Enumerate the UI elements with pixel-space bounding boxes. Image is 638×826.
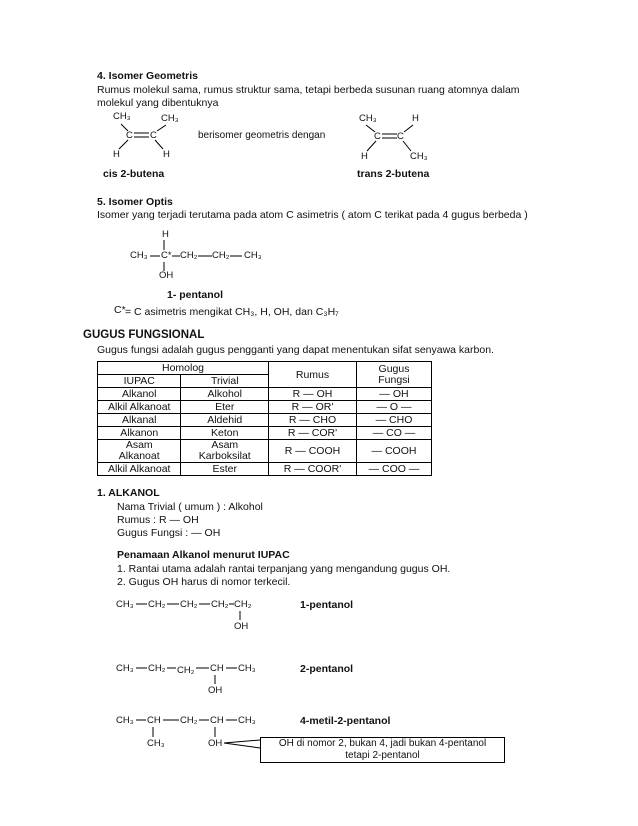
chem-label: OH xyxy=(208,738,223,749)
chem-label: CH₂ xyxy=(180,599,198,610)
chem-label: C xyxy=(374,131,381,142)
chem-label: C xyxy=(126,130,133,141)
chem-label: CH₃ xyxy=(238,663,256,674)
table-header: Trivial xyxy=(181,375,269,388)
chem-label: H xyxy=(361,151,368,162)
rule-item: 2. Gugus OH harus di nomor terkecil. xyxy=(117,576,291,588)
paragraph-line: Rumus molekul sama, rumus struktur sama, tetapi berbeda susunan ruang atomnya dalam xyxy=(97,84,520,96)
callout-text: tetapi 2-pentanol xyxy=(345,749,420,761)
example-name: 2-pentanol xyxy=(300,663,354,675)
chem-label: CH₂ xyxy=(212,250,230,261)
chem-label: CH₃ xyxy=(147,738,165,749)
table-header: Gugus Fungsi xyxy=(357,362,432,388)
example-name: 1-pentanol xyxy=(300,599,354,611)
chem-label: CH₃ xyxy=(116,663,134,674)
chem-label: CH xyxy=(210,663,224,674)
table-header: IUPAC xyxy=(98,375,181,388)
section-heading-isomer-geometris: 4. Isomer Geometris xyxy=(97,70,198,82)
compound-name: 1- pentanol xyxy=(167,289,224,301)
chem-label: OH xyxy=(159,270,174,281)
chem-label: CH₃ xyxy=(161,113,179,124)
chem-label: CH₃ xyxy=(113,111,131,122)
chem-label: CH₃ xyxy=(238,715,256,726)
table-row: Alkanal Aldehid R — CHO — CHO xyxy=(98,414,432,427)
chem-label: CH₂ xyxy=(148,663,166,674)
rule-item: 1. Rantai utama adalah rantai terpanjang yang mengandung gugus OH. xyxy=(117,563,451,575)
table-row: Asam Alkanoat Asam Karboksilat R — COOH — COOH xyxy=(98,440,432,463)
section-title-gugus-fungsional: GUGUS FUNGSIONAL xyxy=(83,329,205,341)
chem-label: C xyxy=(150,130,157,141)
chem-label: CH₂ xyxy=(180,715,198,726)
section-heading-isomer-optis: 5. Isomer Optis xyxy=(97,196,173,208)
chem-label: OH xyxy=(208,685,223,696)
chem-label: CH₂ xyxy=(177,665,195,676)
callout-text: OH di nomor 2, bukan 4, jadi bukan 4-pentanol xyxy=(278,738,487,749)
chem-label: H xyxy=(163,149,170,160)
asymmetric-carbon-symbol: C* xyxy=(114,304,126,316)
chem-label: C xyxy=(397,131,404,142)
table-row: Alkanon Keton R — COR' — CO — xyxy=(98,427,432,440)
chem-label: H xyxy=(412,113,419,124)
trans-label: trans 2-butena xyxy=(357,168,430,180)
chem-label: CH xyxy=(210,715,224,726)
chem-label: CH₃ xyxy=(410,151,428,162)
cis-label: cis 2-butena xyxy=(103,168,165,180)
paragraph-line: Isomer yang terjadi terutama pada atom C asimetris ( atom C terikat pada 4 gugus berbeda ) xyxy=(97,209,528,221)
chem-label: CH₂ xyxy=(234,599,252,610)
paragraph-line: molekul yang dibentuknya xyxy=(97,97,219,109)
chem-label: H xyxy=(113,149,120,160)
asymmetric-carbon: C* xyxy=(161,250,172,261)
chem-label: OH xyxy=(234,621,249,632)
chem-label: CH₃ xyxy=(244,250,262,261)
paragraph-line: Nama Trivial ( umum ) : Alkohol xyxy=(117,501,263,513)
chem-label: CH₃ xyxy=(116,599,134,610)
chem-label: H xyxy=(162,229,169,240)
chem-label: CH₂ xyxy=(180,250,198,261)
table-header: Rumus xyxy=(269,362,357,388)
chem-label: CH₃ xyxy=(130,250,148,261)
chem-label: CH₃ xyxy=(116,715,134,726)
paragraph-line: Rumus : R — OH xyxy=(117,514,199,526)
chem-label: CH₃ xyxy=(359,113,377,124)
connector-text: berisomer geometris dengan xyxy=(198,130,326,141)
subheading: Penamaan Alkanol menurut IUPAC xyxy=(117,549,290,561)
paragraph-line: Gugus Fungsi : — OH xyxy=(117,527,221,539)
chem-label: CH xyxy=(147,715,161,726)
section-heading-alkanol: 1. ALKANOL xyxy=(97,487,160,499)
chem-label: CH₂ xyxy=(148,599,166,610)
table-row: Alkanol Alkohol R — OH — OH xyxy=(98,388,432,401)
example-name: 4-metil-2-pentanol xyxy=(300,715,391,727)
table-header: Homolog xyxy=(98,362,269,375)
paragraph-line: Gugus fungsi adalah gugus pengganti yang dapat menentukan sifat senyawa karbon. xyxy=(97,344,494,356)
asymmetric-note: = C asimetris mengikat CH₃, H, OH, dan C₃H₇ xyxy=(125,306,339,318)
table-row: Alkil Alkanoat Ester R — COOR' — COO — xyxy=(98,463,432,476)
chem-label: CH₂ xyxy=(211,599,229,610)
table-row: Alkil Alkanoat Eter R — OR' — O — xyxy=(98,401,432,414)
